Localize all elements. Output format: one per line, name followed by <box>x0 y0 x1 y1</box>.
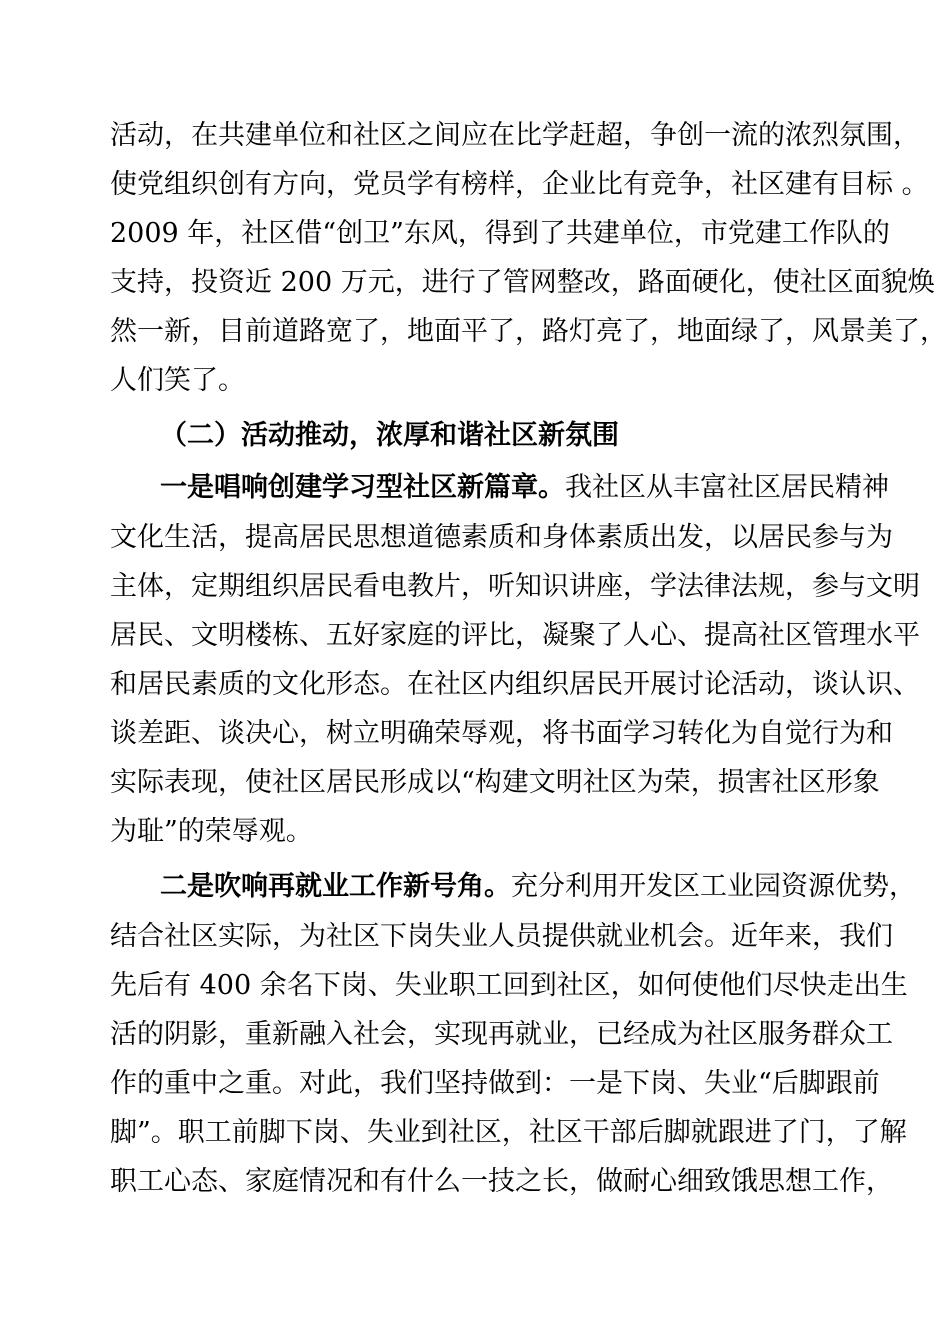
paragraph-2-line-2: 文化生活，提高居民思想道德素质和身体素质出发，以居民参与为 <box>110 522 893 553</box>
paragraph-3-line-5: 作的重中之重。对此，我们坚持做到：一是下岗、失业“后脚跟前 <box>110 1068 880 1099</box>
paragraph-1-line-6: 人们笑了。 <box>110 365 245 396</box>
paragraph-3-line-6: 脚”。职工前脚下岗、失业到社区，社区干部后脚就跟进了门，了解 <box>110 1117 907 1148</box>
paragraph-2-line-6: 谈差距、谈决心，树立明确荣辱观，将书面学习转化为自觉行为和 <box>110 718 893 749</box>
paragraph-3-line-4: 活的阴影，重新融入社会，实现再就业，已经成为社区服务群众工 <box>110 1019 893 1050</box>
paragraph-3-line-1 <box>160 869 916 909</box>
paragraph-1-line-3: 2009 年，社区借“创卫”东风，得到了共建单位，市党建工作队的 <box>110 218 890 249</box>
paragraph-2-first-rest: 我社区从丰富社区居民精神 <box>565 472 889 503</box>
paragraph-3-first-rest: 充分利用开发区工业园资源优势， <box>511 871 916 902</box>
paragraph-2-line-3: 主体，定期组织居民看电教片，听知识讲座，学法律法规，参与文明 <box>110 571 920 602</box>
paragraph-2-line-7: 实际表现，使社区居民形成以“构建文明社区为荣，损害社区形象 <box>110 767 880 798</box>
paragraph-2-line-5: 和居民素质的文化形态。在社区内组织居民开展讨论活动，谈认识、 <box>110 669 920 700</box>
paragraph-3-line-7: 职工心态、家庭情况和有什么一技之长，做耐心细致饿思想工作， <box>110 1166 893 1197</box>
paragraph-1-line-4: 支持，投资近 200 万元，进行了管网整改，路面硬化，使社区面貌焕 <box>110 267 935 298</box>
paragraph-1-line-1: 活动，在共建单位和社区之间应在比学赶超，争创一流的浓烈氛围， <box>110 120 920 151</box>
paragraph-1-line-2: 使党组织创有方向，党员学有榜样，企业比有竞争，社区建有目标 。 <box>110 169 929 200</box>
paragraph-2-lead: 一是唱响创建学习型社区新篇章。 <box>160 472 565 503</box>
paragraph-3-line-3: 先后有 400 余名下岗、失业职工回到社区，如何使他们尽快走出生 <box>110 970 908 1001</box>
paragraph-2-line-8: 为耻”的荣辱观。 <box>110 816 313 847</box>
paragraph-3-line-2: 结合社区实际，为社区下岗失业人员提供就业机会。近年来，我们 <box>110 921 893 952</box>
paragraph-1-line-5: 然一新，目前道路宽了，地面平了，路灯亮了，地面绿了，风景美了， <box>110 316 947 347</box>
section-heading: （二）活动推动，浓厚和谐社区新氛围 <box>160 420 619 451</box>
paragraph-3-lead: 二是吹响再就业工作新号角。 <box>160 871 511 902</box>
paragraph-2-line-4: 居民、文明楼栋、五好家庭的评比，凝聚了人心、提高社区管理水平 <box>110 620 920 651</box>
paragraph-2-line-1 <box>160 470 889 510</box>
